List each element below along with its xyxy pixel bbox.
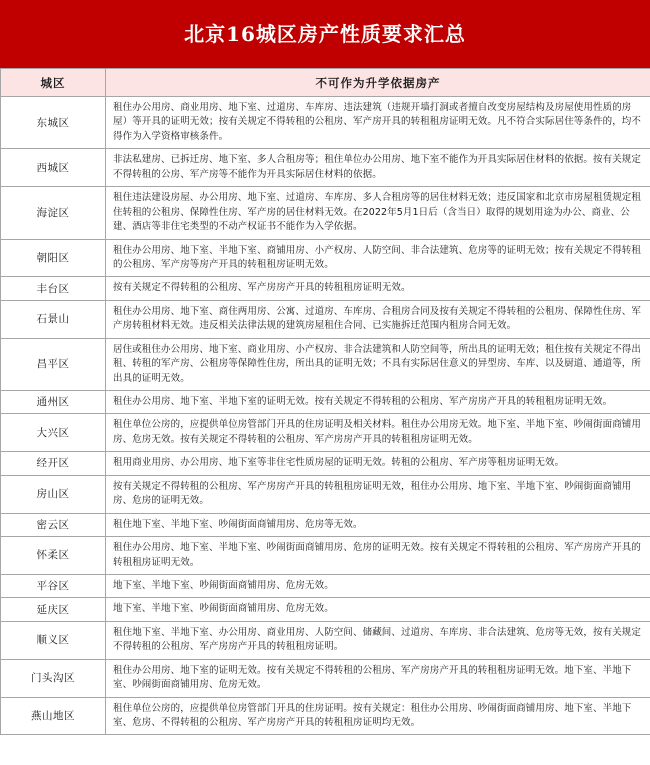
table-row — [1, 513, 650, 536]
district-name-cell: 延庆区 — [1, 598, 106, 621]
district-rule-cell: 租住办公用房、商业用房、地下室、过道房、车库房、违法建筑（违规开墙打洞或者擅自改变房屋结构及房屋使用性质的房屋）等开具的证明无效；按有关规定不得转租的公租房、军产房开具的转租租房证明无效。凡不符合实际居住等条件的，均不得作为入学资格审核条件。 — [106, 97, 650, 149]
table-row — [1, 414, 650, 452]
district-rule-cell: 地下室、半地下室、吵闹街面商铺用房、危房无效。 — [106, 574, 650, 597]
table-row — [1, 277, 650, 300]
district-name-cell: 密云区 — [1, 513, 106, 536]
table-header-row — [1, 69, 650, 97]
table-row — [1, 621, 650, 659]
district-rule-cell: 租住地下室、半地下室、办公用房、商业用房、人防空间、储藏间、过道房、车库房、非合法建筑、危房等无效，按有关规定不得转租的公租房、军产房房产开具的转租租房证明。 — [106, 621, 650, 659]
district-rule-cell: 租用商业用房、办公用房、地下室等非住宅性质房屋的证明无效。转租的公租房、军产房等租房证明无效。 — [106, 452, 650, 475]
district-name-cell: 平谷区 — [1, 574, 106, 597]
table-row — [1, 598, 650, 621]
district-name-cell: 海淀区 — [1, 187, 106, 239]
page-title: 北京16城区房产性质要求汇总 — [184, 21, 466, 46]
table-header — [1, 69, 650, 97]
table-body — [1, 97, 650, 735]
district-name-cell: 丰台区 — [1, 277, 106, 300]
district-rule-cell: 租住单位公房的，应提供单位房管部门开具的住房证明。按有关规定：租住办公用房、吵闹街面商铺用房、地下室、半地下室、危房、不得转租的公租房、军产房房产开具的转租租房证明均无效。 — [106, 697, 650, 735]
district-name-cell: 大兴区 — [1, 414, 106, 452]
district-rule-cell: 租住违法建设房屋、办公用房、地下室、过道房、车库房、多人合租房等的居住材料无效；违反国家和北京市房屋租赁规定租住转租的公租房、保障性住房、军产房的居住材料无效。在2022年5月1日后（含当日）取得的规划用途为办公、商业、公建、酒店等非住宅类型的不动产权证书不能作为入学依据。 — [106, 187, 650, 239]
district-name-cell: 怀柔区 — [1, 537, 106, 575]
district-name-cell: 燕山地区 — [1, 697, 106, 735]
table-row — [1, 537, 650, 575]
column-header-rule: 不可作为升学依据房产 — [106, 69, 650, 97]
district-rule-cell: 非法私建房、已拆迁房、地下室、多人合租房等；租住单位办公用房、地下室不能作为开具实际居住材料的依据。按有关规定不得转租的公房、军产房等不能作为开具实际居住材料的依据。 — [106, 149, 650, 187]
table-row — [1, 338, 650, 390]
table-row — [1, 97, 650, 149]
district-rule-cell: 租住地下室、半地下室、吵闹街面商铺用房、危房等无效。 — [106, 513, 650, 536]
district-rule-cell: 租住办公用房、地下室、半地下室、吵闹街面商铺用房、危房的证明无效。按有关规定不得转租的公租房、军产房房产开具的转租租房证明无效。 — [106, 537, 650, 575]
district-rule-cell: 地下室、半地下室、吵闹街面商铺用房、危房无效。 — [106, 598, 650, 621]
table-row — [1, 659, 650, 697]
district-name-cell: 顺义区 — [1, 621, 106, 659]
table-row — [1, 697, 650, 735]
district-rule-cell: 居住或租住办公用房、地下室、商业用房、小产权房、非合法建筑和人防空间等，所出具的证明无效；租住按有关规定不得出租、转租的军产房、公租房等保障性住房，所出具的证明无效；不具有实际居住意义的异型房、车库、以及厨道、通道等，所出具的证明无效。 — [106, 338, 650, 390]
requirements-table — [0, 68, 650, 735]
table-row — [1, 239, 650, 277]
table-row — [1, 574, 650, 597]
district-rule-cell: 租住办公用房、地下室、半地下室的证明无效。按有关规定不得转租的公租房、军产房房产开具的转租租房证明无效。 — [106, 391, 650, 414]
district-name-cell: 东城区 — [1, 97, 106, 149]
district-name-cell: 通州区 — [1, 391, 106, 414]
district-name-cell: 朝阳区 — [1, 239, 106, 277]
title-banner — [0, 0, 650, 68]
column-header-district: 城区 — [1, 69, 106, 97]
district-rule-cell: 租住办公用房、地下室、商住两用房、公寓、过道房、车库房、合租房合同及按有关规定不得转租的公租房、保障性住房、军产房转租材料无效。违反相关法律法规的建筑房屋租住合同、已实施拆迁范围内租房合同无效。 — [106, 300, 650, 338]
district-name-cell: 门头沟区 — [1, 659, 106, 697]
district-rule-cell: 租住办公用房、地下室、半地下室、商铺用房、小产权房、人防空间、非合法建筑、危房等的证明无效；按有关规定不得转租的公租房、军产房等房产开具的转租租房证明无效。 — [106, 239, 650, 277]
district-rule-cell: 按有关规定不得转租的公租房、军产房房产开具的转租租房证明无效，租住办公用房、地下室、半地下室、吵闹街面商铺用房、危房的证明无效。 — [106, 475, 650, 513]
district-rule-cell: 租住单位公房的，应提供单位房管部门开具的住房证明及相关材料。租住办公用房无效。地下室、半地下室、吵闹街面商铺用房、危房无效。按有关规定不得转租的公租房、军产房房产开具的转租租房证明无效。 — [106, 414, 650, 452]
table-row — [1, 149, 650, 187]
district-name-cell: 西城区 — [1, 149, 106, 187]
table-row — [1, 391, 650, 414]
district-rule-cell: 租住办公用房、地下室的证明无效。按有关规定不得转租的公租房、军产房房产开具的转租租房证明无效。地下室、半地下室、吵闹街面商铺用房、危房无效。 — [106, 659, 650, 697]
table-row — [1, 300, 650, 338]
table-row — [1, 452, 650, 475]
district-name-cell: 石景山 — [1, 300, 106, 338]
district-name-cell: 昌平区 — [1, 338, 106, 390]
district-name-cell: 房山区 — [1, 475, 106, 513]
district-rule-cell: 按有关规定不得转租的公租房、军产房房产开具的转租租房证明无效。 — [106, 277, 650, 300]
district-name-cell: 经开区 — [1, 452, 106, 475]
table-row — [1, 475, 650, 513]
table-row — [1, 187, 650, 239]
